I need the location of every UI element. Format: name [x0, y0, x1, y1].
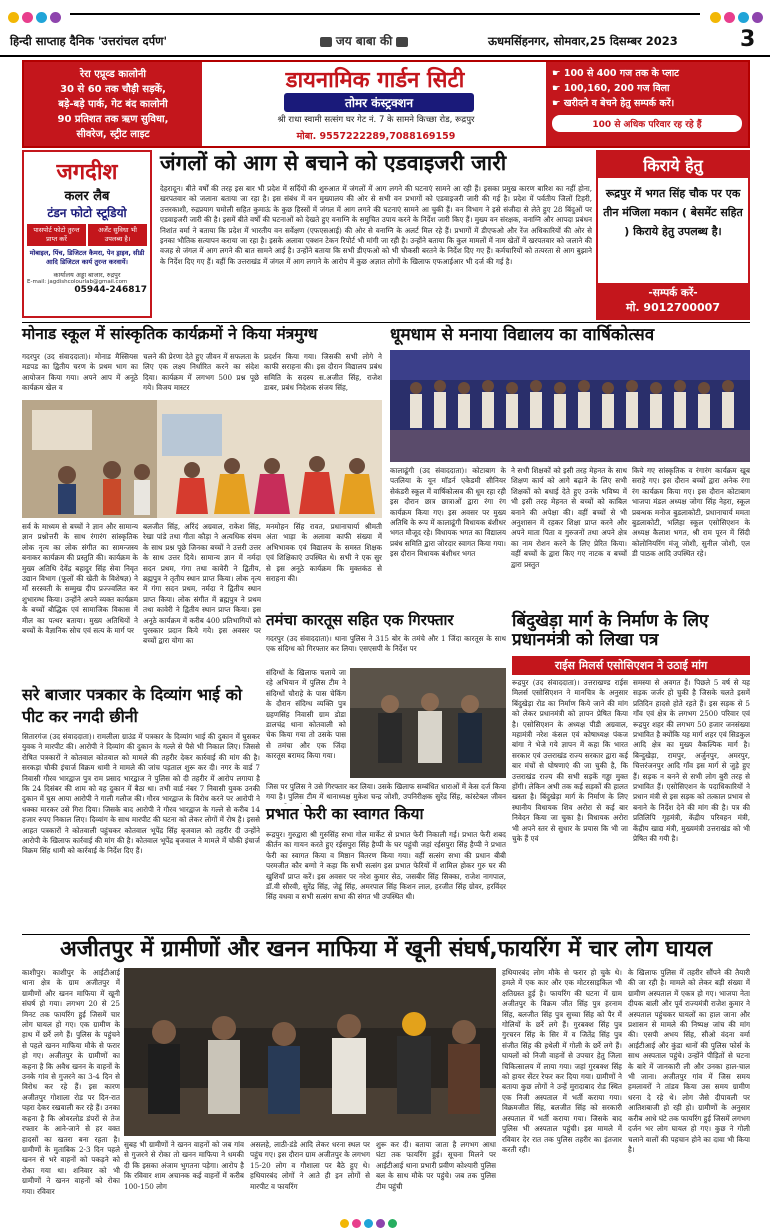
rent-ad: [596, 150, 750, 320]
rent-body: रूद्रपुर में भगत सिंह चौक पर एक तीन मंजिला मकान ( बेसमेंट सहित ) किराये हेतु उपलब्ध है।: [603, 187, 743, 238]
ad-bullet: ☛ 100 से 400 गज तक के प्लाट: [552, 68, 679, 79]
main-body: देहरादून। बीते वर्षों की तरह इस बार भी प्रदेश में सर्दियों की शुरुआत में जंगलों में आग लगने की घटनाएं सामने आ रही हैं। इसका प्रमुख कारण बारिश का नहीं होना, खरपतवार को जलाना बताया जा रहा है। इस संबंध में वन मुख्यालय की ओर से सभी वन प्रभागों को एडवाइजरी जारी की गई है। प्रदेश में पर्वतीय जिलों टिहरी, उत्तरकाशी, रुद्रप्रयाग चमोली सहित कुमाऊं के कुछ हिस्सों में जंगल में आग लगने की घटनाएं सामने आ चुकी हैं। वन विभाग ने इसे संजीदा से लेते हुए 28 बिंदुओं पर एडवाइजरी जारी की है। इसमें बीते वर्षों की घटनाओं को देखते हुए वनाग्नि के समुचित उपाय करने के निर्देश जारी किए हैं। मुख्य वन संरक्षक, वनाग्नि और आपदा प्रबंधन निशांत वर्मा ने बताया कि प्रदेश में भारतीय वन सर्वेक्षण (एफएसआई) की ओर से वनाग्नि के अलर्ट मिल रहे हैं। प्रभागों में डीएफओ और रेंज अधिकारियों की ओर से इनका भौतिक सत्यापन कराया जा रहा है। इसके अलावा एक्शन टेकन रिपोर्ट भी मांगी जा रही है। उन्होंने बताया कि कुल मामलों में नाम खेतों में खरपतवार को जलाने की वजह से जंगल में आग लगने की बात सामने आई है। उन्होंने बताया कि सभी डीएफओ को भी चौकसी बरतने के निर्देश दिए गए हैं। कर्मचारियों को तत्परता से आग बुझाने के निर्देश दिए गए हैं। वहीं कि उत्तराखंड में जंगल में आग लगाने के आरोप में कुछ अज्ञात लोगों के खिलाफ एफआईआर भी दर्ज की गई है।: [160, 184, 592, 266]
bindukheda-kicker: राईस मिलर्स एसोसिएशन ने उठाई मांग: [512, 656, 750, 675]
rent-title: किराये हेतु: [598, 152, 748, 178]
jagdish-ad: [22, 150, 152, 318]
monad-bottom-col: सर्व के माध्यम से बच्चों ने ज्ञान और सामान्य ज्ञान प्रश्नोत्तरी के साथ रंगारंग सांस्कृतिक लोक नृत्य का लोक संगीत का सामन्जस्य बनाकर कार्यक्रम की प्रस्तुति की। कार्यक्रम के मुख्य अतिथि देवेंद्र बहादुर सिंह सेवा निवृत उद्यान विभाग (फूलों की खेती के विशेषज्ञ) ने माँ सरस्वती के सम्मुख दीप प्रज्ज्वलित कर शुभारम्भ किया। उन्होंने अपने व्यक्त कार्यक्रम के बच्चों बौद्धिक एवं सामाजिक विकास में मील का पत्थर बताया। मुख्य अतिथियों ने बच्चों के वैज्ञानिक सोच एवं सत्य के मार्ग पर: [22, 522, 138, 636]
ad-left-line: सीवरेज, स्ट्रीट लाइट: [76, 129, 150, 140]
clash-col: सुबह भी ग्रामीणों ने खनन वाहनों को जब गांव से गुजरने से रोका तो खनन माफिया ने धमकी दी कि इसका अंजाम भुगतना पड़ेगा। आरोप है कि रविवार शाम अचानक कई वाहनों में करीब 100-150 लोग: [124, 1140, 244, 1191]
rent-contact-label: -सम्पर्क करें-: [648, 287, 698, 299]
ad-left-line: 30 से 60 तक चौड़ी सड़कें,: [60, 84, 166, 95]
annual-photo: [390, 350, 750, 462]
ad-title: डायनामिक गार्डन सिटी: [285, 68, 465, 93]
ad-phone: मोबा. 9557222289,7088169159: [296, 131, 456, 142]
smuggler-col: संदिग्धों के खिलाफ चलाये जा रहे अभियान में पुलिस टीम ने संदिग्धों चौराहे के पास चेकिंग के दौरान संदिग्ध व्यक्ति पुत्र ग्रहणसिंह निवासी ग्राम डोडा डालचंद्र थाना कोतवाली को चेक किया गया तो उसके पास से तमंचा और एक जिंदा कारतूस बरामद किया गया।: [266, 668, 346, 761]
paper-name: हिन्दी साप्ताह दैनिक 'उत्तरांचल दर्पण': [10, 34, 167, 48]
smuggler-headline: तमंचा कारतूस सहित एक गिरफ्तार: [266, 611, 454, 629]
hand-pointer-icon: ☛: [552, 83, 564, 94]
jagdish-line2: टंडन फोटो स्टूडियो: [47, 206, 127, 220]
annual-col: किये गए सांस्कृतिक व रंगारंग कार्यक्रम खूब सराहे गए। इस दौरान बच्चों द्वारा अनेक रंगा रंग कार्यक्रम किया गए। इस दौरान कोटाबाग भाजपा मंडल अध्यक्ष जोगा सिंह नेहरा, स्कूल प्रबन्धक मनोज बुडलाकोटी, प्रधानाचार्य ममता बुडलाकोटी, भलिहा स्कूल एसोसिएशन के अध्यक्ष कैलाश भगत, श्री राम पूरन में सिंदी कोलोनियरिंग मंजू जोशी, सुनील जोशी, एल डी पाठक आदि उपस्थित रहे।: [632, 466, 750, 559]
clash-col: हथियारबंद लोग मौके से फरार हो चुके थे। हमले में एक कार और एक मोटरसाइकिल भी क्षतिग्रस्त हुई है। फायरिंग की घटना में ग्राम अजीतपुर के विक्रम जीत सिंह पुत्र हरनाम सिंह, बलजीत सिंह पुत्र सुच्चा सिंह को पैर में गोलियों के छर्रे लगे हैं। गुरबक्श सिंह पुत्र गुरचरन सिंह के सिर में व जितेंद्र सिंह पुत्र संजीत सिंह की हथेली में गोली के छर्रे लगे हैं। घायलों को निजी वाहनों से उपचार हेतु जिला चिकित्सालय में लाया गया। जहां गुरबक्श सिंह को हायर सेंटर रेफर कर दिया गया। ग्रामीणों ने बताया कुछ लोगों ने उन्हें मुरादाबाद रोड स्थित एक निजी अस्पताल में भर्ती कराया गया। विक्रमजीत सिंह, बलजीत सिंह को सरकारी अस्पताल में भर्ती कराया गया। जिसके बाद पुलिस भी अस्पताल पहुंची। इस मामले में रविवार देर रात तक पुलिस तहरीर का इंतजार करती रही।: [502, 968, 622, 1154]
clash-col: शुरू कर दी। बताया जाता है लगभग आधा घंटा तक फायरिंग हुई। सूचना मिलने पर आईटीआई थाना प्रभारी प्रवीण कोश्यारी पुलिस बल के साथ मौके पर पहुंचे। जब तक पुलिस टीम पहुंची: [376, 1140, 496, 1191]
smuggler-tail: जिस पर पुलिस ने उसे गिरफ्तार कर लिया। उसके खिलाफ सम्बंधित धाराओं में केस दर्ज किया गया है। पुलिस टीम में थानाध्यक्ष मुकेश चन्द्र जोशी, उपनिरीक्षक सुरेंद्र सिंह, कांस्टेबल जीवन: [266, 782, 506, 802]
clash-col: के खिलाफ पुलिस में तहरीर सौंपने की तैयारी की जा रही है। मामले को लेकर बड़ी संख्या में ग्रामीण अस्पताल में एकत्र हो गए। भाजपा नेता दीपक बाली और पूर्व राज्यमंत्री राजेश कुमार ने अस्पताल पहुंचकर घायलों का हाल जाना और प्रशासन से मामले की निष्पक्ष जांच की मांग की। एसपी अभय सिंह, सीओ वंदना वर्मा आईटीआई और कुंडा थानों की पुलिस फोर्स के साथ अस्पताल पहुंचे। उन्होंने पीड़ितों से घटना के बारे में जानकारी ली और उनका हाल-चाल भी जाना। अजीतपुर गांव में जिस समय हमलावरों ने तांडव किया उस समय ग्रामीण धरना दे रहे थे। लोग जैसे दीपावली पर आतिशबाजी हो रही हो। ग्रामीणों के अनुसार करीब आधे घंटे तक फायरिंग हुई जिसमें लगभग दर्जन भर लोग घायल हो गए। कुछ ने गोली चलाने वालों की पहचान होने का दावा भी किया है।: [628, 968, 750, 1154]
page-number: 3: [740, 27, 756, 52]
smuggler-intro: गदरपुर (उद संवाददाता)। थाना पुलिस ने 315 बोर के तमंचे और 1 जिंदा कारतूस के साथ एक संदिग्ध को गिरफ्तार कर लिया। एसएसपी के निर्देश पर: [266, 634, 506, 654]
bindukheda-headline: बिंदुखेड़ा मार्ग के निर्माण के लिए प्रधानमंत्री को लिखा पत्र: [512, 611, 709, 650]
hand-pointer-icon: ☛: [552, 98, 564, 109]
dateline: ऊधमसिंहनगर, सोमवार,25 दिसम्बर 2023: [488, 34, 678, 48]
ad-address: श्री राधा स्वामी सत्संग घर गेट नं. 7 के सामने किच्छा रोड, रूद्रपुर: [277, 115, 475, 125]
top-dots-left: [8, 8, 64, 27]
banner-icon: [396, 37, 408, 47]
jagdish-office: कार्यालय अड्डा बाजार, रुद्रपुर: [53, 271, 121, 279]
ad-left-line: बड़े-बड़े पार्क, गेट बंद कालोनी: [58, 99, 168, 110]
jagdish-name: जगदीश: [56, 160, 118, 185]
monad-headline: मोनाड स्कूल में सांस्कृतिक कार्यक्रमों ने किया मंत्रमुग्ध: [22, 325, 318, 343]
monad-bottom-col: बलजीत सिंह, अरिंदं अग्रवाल, राकेश सिंह, रेखा पांडे तथा गीता कौड़ा ने अत्यधिक संयम के साथ प्रश्न पूछे जिनका बच्चों ने उत्तरी उत्तर के साथ उत्तर दिये। सामान्य ज्ञान में नर्मदा सदन प्रथम, गंगा तथा कावेरी ने द्वितीय, ब्रह्मपुत्र ने तृतीय स्थान प्राप्त किया। लोक नृत्य में गंगा सदन प्रथम, नर्मदा ने द्वितीय स्थान प्राप्त किया। लोक संगीत में ब्रह्मपुत्र ने प्रथम तथा कावेरी ने द्वितीय स्थान प्राप्त किया। इस अनूठे कार्यक्रम में करीब 400 प्रतिभागियों को पुरस्कार प्रदान किये गये। इस अवसर पर बच्चों द्वारा योगा का: [143, 522, 261, 646]
rent-phone: मो. 9012700007: [626, 301, 720, 314]
jagdish-phone: 05944-246817: [74, 285, 147, 295]
smuggler-photo: [350, 668, 506, 778]
journalist-headline: सरे बाजार पत्रकार के दिव्यांग भाई को पीट कर नगदी छीनी: [22, 685, 243, 726]
jagdish-box: अर्जेंट सुविधा भी उपलब्ध है।: [88, 224, 147, 246]
ad-left-panel: [24, 62, 202, 146]
bindukheda-col: समस्या से अवगत हैं। पिछले 5 वर्ष से यह सड़क जर्जर हो चुकी है जिसके चलते इसमें प्रतिदिन हादसे होते रहते हैं। इस सड़क से 5 गाँव एवं क्षेत्र के लगभग 2500 परिवार एवं रूद्रपुर शहर की लगभग 50 हजार जनसंख्या प्रभावित है क्योंकि यह मार्ग शहर एवं सिडकुल आदि क्षेत्र का मुख्य वैकल्पिक मार्ग है। बिन्दुखेड़ा, रामपुर, अर्जुनपुर, अमरपुर, चित्तरंजनपुर आदि गाँव इस मार्ग से जुड़े हुए हैं। सड़क न बनने से सभी लोग बुरी तरह से प्रभावित हैं। एसोसिएशन के पदाधिकारियों ने प्रधान मंत्री से इस सड़क को तत्काल प्रभाव से बनाने के निर्देश देने की मांग की है। पत्र की प्रतिलिपि गृहमंत्री, केंद्रीय परिवहन मंत्री, केंद्रीय खाद्य मंत्री, मुख्यमंत्री उत्तराखंड को भी प्रेषित की गयी है।: [633, 678, 750, 844]
annual-col: ने सभी शिक्षकों को इसी तरह मेहनत के साथ शिक्षण कार्य को आगे बढ़ाने के लिए सभी शिक्षकों को बधाई देते हुए उनके भविष्य में भी इसी तरह मेहनत से बच्चों को काबिल बनाने की अपेक्षा की। वहीं बच्चों से भी अनुशासन में रहकर शिक्षा प्राप्त करने और अपने माता पिता व गुरुजनों तथा अपने क्षेत्र का नाम रोशन करने के लिए प्रेरित किया। वहीं बच्चों के द्वारा किए गए नाटक व बच्चों द्वारा प्रस्तुत: [511, 466, 627, 569]
monad-col: गदरपुर (उद संवाददाता)। मोनाड मैस्सियस मडपड का द्वितीय चरण के प्रथम भाग का आयोजन किया गया। अपने आप में अनूठे कार्यक्रम खेल व: [22, 352, 138, 393]
prabhat-headline: प्रभात फेरी का स्वागत किया: [266, 805, 424, 823]
ad-left-line: 90 प्रतिशत तक ऋण सुविधा,: [57, 114, 169, 125]
masthead: [0, 0, 770, 60]
ad-right-panel: [546, 62, 748, 146]
dynamic-garden-ad: [22, 60, 750, 148]
clash-col: काशीपुर। काशीपुर के आईटीआई थाना क्षेत्र के ग्राम अजीतपुर में ग्रामीणों और खनन माफिया में खूनी संघर्ष हो गया। लगभग 20 से 25 मिनट तक फायरिंग हुई जिसमें चार लोग घायल हो गए। एक ग्रामीण के हाथ में छर्रे लगे हैं। पुलिस के पहुंचने से पहले खनन माफिया मौके से फरार हो गए। अजीतपुर के ग्रामीणों का कहना है कि अवैध खनन के वाहनों के उनके गांव से गुजरने का 3-4 दिन से विरोध कर रहे हैं। इस कारण अजीतपुर गोशाला रोड पर दिन-रात पहरा देकर रखवाली कर रहे हैं। उनका कहना है कि ओवरलोड डंपरों से तेज रफ्तार के आने-जाने से हर वक्त हादसों का खतरा बना रहता है। ग्रामीणों के मुताबिक 2-3 दिन पहले खनन से भरे वाहनों को पकड़ने को रोका गया था। शनिवार को भी ग्रामीणों ने खनन वाहनों को रोका गया। रविवार: [22, 968, 120, 1196]
jagdish-box: पासपोर्ट फोटो तुरन्त प्राप्त करें: [27, 224, 86, 246]
ad-footer: 100 से अधिक परिवार रह रहे हैं: [552, 115, 742, 132]
hand-pointer-icon: ☛: [552, 68, 564, 79]
clash-col: असलहे, लाठी-डंडे आदि लेकर धरना स्थल पर पहुंच गए। इस दौरान ग्राम अजीतपुर के लगभग 15-20 लोग व गौशाला पर बैठे हुए थे। हथियारबंद लोगों ने आते ही इन लोगों से मारपीट व फायरिंग: [250, 1140, 370, 1191]
ad-bullet: ☛ 100,160, 200 गज विला: [552, 83, 670, 94]
masthead-center: जय बाबा की: [335, 34, 393, 48]
jagdish-line1: कलर लैब: [64, 189, 110, 204]
monad-col: प्रदर्शन किया गया। जिसकी सभी लोगे ने काफी सराहना की। इस दौरान विद्यालय प्रबंध समिति के सदस्य स.अजीत सिंह, राजेश डाबर, प्रबंध निदेशक संजय सिंह,: [264, 352, 382, 393]
ad-left-line: रेरा एप्रूव्ड कालोनी: [79, 69, 146, 80]
monad-col: चलने की प्रेरणा देते हुए जीवन में सफलता के लिए एक लक्ष्य निर्धारित करने का संदेश दिया। कार्यक्रम में लगभग 500 प्रश्न पूछे गये। विजय मास्टर: [143, 352, 259, 393]
footer-dots: [340, 1213, 400, 1232]
top-dots-right: [710, 8, 766, 27]
clash-headline: अजीतपुर में ग्रामीणों और खनन माफिया में खूनी संघर्ष,फायरिंग में चार लोग घायल: [59, 937, 713, 962]
main-headline: जंगलों को आग से बचाने को एडवाइजरी जारी: [160, 151, 507, 175]
clash-photo: [124, 968, 496, 1136]
monad-photo: [22, 400, 382, 518]
annual-headline: धूमधाम से मनाया विद्यालय का वार्षिकोत्सव: [390, 325, 655, 345]
annual-col: कालाढूंगी (उद संवाददाता)। कोटाबाग के पतलिया के यून मॉडर्न एकेडमी सीनियर सेकंडरी स्कूल में वार्षिकोत्सव की धूम रहा रही इस दौरान छात्र छात्राओं द्वारा रंगा रंग कार्यक्रम किया गए। इस अवसर पर मुख्य अतिथि के रूप में कालाढूंगी विधायक बंशीधर भगत मौजूद रहे। विधायक भगत का विद्यालय प्रबंध समिति द्वारा जोरदार स्वागत किया गया। इस दौरान विधायक बंशीधर भगत: [390, 466, 506, 559]
ad-subtitle: तोमर कंस्ट्रक्शन: [284, 93, 474, 112]
jagdish-email: E-mail: jagdishcolourlab@gmail.com: [27, 279, 128, 285]
journalist-body: सितारगंज (उद संवाददाता)। रामलीला ग्राउंड में पत्रकार के दिव्यांग भाई की दुकान में घुसकर युवक ने मारपीट की। आरोपी ने दिव्यांग की दुकान के गल्ले से पैसे भी निकाल लिए। जिससे रोषित पत्रकारों ने कोतवाल कोतवाल को मामले की तहरीर देकर कार्रवाई की मांग की है। सरकड़ा चौकी इंचार्ज विक्रम धामी ने मामले की जांच पड़ताल शुरू कर दी। नगर के वार्ड 7 निवासी गौरव भारद्वाज पुत्र राम प्रसाद भारद्वाज ने पुलिस को दी तहरीर में आरोप लगाया है कि 24 दिसंबर की शाम को वह दुकान में बैठा था। तभी वार्ड नंबर 7 निवासी युवक उनकी दुकान में घुस आया आरोपी ने गाली गलौज की। गौरव भारद्वाज के विरोध करने पर आरोपी ने धक्का मारकर उसे गिरा दिया। जिसके बाद आरोपी ने गौरव भारद्वाज के गल्ले से करीब 14 हजार रुपए निकाल लिए। दिव्यांग के साथ मारपीट की घटना को लेकर लोगों में रोष है। इससे आहत पत्रकारों ने कोतवाली पहुंचकर कोतवाल भूपेंद्र सिंह बृजवाल को तहरीर दी उन्होंने आरोपी के खिलाफ कार्रवाई की मांग की है। कोतवाल भूपेंद्र बृजवाल ने मामले में चौकी इंचार्ज विक्रम सिंह धामी को कार्रवाई के निर्देश दिए हैं।: [22, 732, 260, 856]
bindukheda-col: रूद्रपुर (उद संवाददाता)। उत्तराखण्ड राईस मिलर्स एसोसिएशन ने मानचित्र के अनुसार बिंदुखेड़ा रोड का निर्माण किये जाने की मांग को लेकर प्रधानमंत्री को ज्ञापन प्रेषित किया है। एसोसिएशन के अध्यक्ष पीडी अग्रवाल, महामंत्री नरेश कंसल एवं कोषाध्यक्ष पंकज बांगा ने भेजे गये ज्ञापन में कहा कि भारत सरकार एवं उत्तराखंड राज्य सरकार द्वारा कई बार मंचों से घोषणाएं की जा चुकी है, कि उत्तराखंड राज्य की सभी सड़कें गड्ढा मुक्त होंगी। लेकिन अभी तक कई सड़कों की हालत खस्ता है। बिंदुखेड़ा मार्ग के निर्माण के लिए स्थानीय विधायक शिव अरोरा से कई बार निवेदन किया जा चुका है। विधायक अरोरा भी अपने स्तर से सुधार के प्रयास कि भी जा चुके हैं एवं: [512, 678, 628, 844]
banner-icon: [320, 37, 332, 47]
jagdish-services: मोबाइल, पिंच, डिजिटल कैमरा, पेन ड्राइव, सीडी आदि डिजिटल कार्य तुरन्त करवायें।: [29, 249, 145, 266]
ad-bullet: ☛ खरीदने व बेचने हेतु सम्पर्क करें।: [552, 98, 675, 109]
monad-bottom-col: मनमोहन सिंह रावत, प्रधानाचार्या श्रीमती अंता भाड़ा के अलावा काफी संख्या में अभिभावक एवं विद्यालय के समस्त शिक्षक एवं शिक्षिकाएं उपस्थित थे। सभी ने एक सुर से इस अनूठे कार्यक्रम कि मुक्तकंठ से सराहना की।: [266, 522, 382, 584]
prabhat-body: रूद्रपुर। गुरुद्वारा श्री गुरुसिंह सभा गोल मार्केट से प्रभात फेरी निकाली गई। प्रभात फेरी शबद कीर्तन का गायन करते हुए रईसपुरा सिंह हैप्पी के घर पहुंची जहां रईसपुरा सिंह हैप्पी ने प्रभात फेरी का स्वागत किया व मिष्ठान वितरण किया गया। वहीं सत्संग सभा की प्रधान बीबी परमजीत कौर बग्गो ने कहा कि सभी सत्संग इस प्रभात फेरियों में शामिल होकर गुरु घर की खुशियाँ प्राप्त करें। इस अवसर पर नरेश कुमार सेठ, जसबीर सिंह सिक्का, राजेश नागपाल, डॉ.वी सौरवी, सुरेंद्र सिंह, जेडूं सिंह, अमरपाल सिंह किशन लाल, हरजीत सिंह ग्रोवर, हरविंदर सिंह वधवा व सभी सत्संग सभा की संगत भी उपस्थित थी।: [266, 830, 506, 902]
